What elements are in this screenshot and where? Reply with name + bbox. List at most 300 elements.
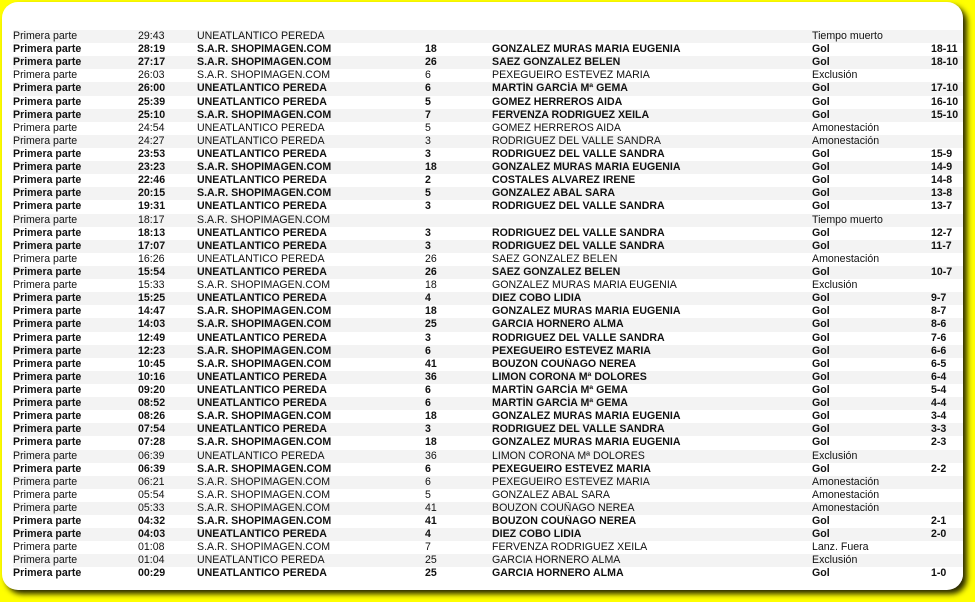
event-row bbox=[13, 397, 963, 410]
time-cell: 01:04 bbox=[138, 554, 165, 567]
jersey-number-cell: 6 bbox=[425, 383, 431, 396]
jersey-number-cell: 3 bbox=[425, 226, 431, 239]
score-cell: 11-7 bbox=[931, 239, 952, 252]
event-type-cell: Gol bbox=[812, 174, 830, 187]
event-type-cell: Amonestación bbox=[812, 488, 880, 501]
team-cell: S.A.R. SHOPIMAGEN.COM bbox=[197, 515, 332, 528]
period-cell: Primera parte bbox=[13, 69, 78, 82]
player-name-cell: LIMON CORONA Mª DOLORES bbox=[492, 449, 645, 462]
jersey-number-cell: 18 bbox=[425, 410, 437, 423]
team-cell: UNEATLANTICO PEREDA bbox=[197, 528, 327, 541]
jersey-number-cell: 36 bbox=[425, 370, 437, 383]
event-row bbox=[13, 122, 963, 135]
player-name-cell: GONZALEZ MURAS MARIA EUGENIA bbox=[492, 43, 681, 56]
event-type-cell: Gol bbox=[812, 370, 830, 383]
jersey-number-cell: 25 bbox=[425, 567, 437, 580]
score-cell: 1-0 bbox=[931, 567, 947, 580]
time-cell: 06:21 bbox=[138, 475, 165, 488]
event-row bbox=[13, 554, 963, 567]
event-row bbox=[13, 292, 963, 305]
period-cell: Primera parte bbox=[13, 410, 82, 423]
player-name-cell: RODRIGUEZ DEL VALLE SANDRA bbox=[492, 147, 665, 160]
event-type-cell: Gol bbox=[812, 305, 830, 318]
jersey-number-cell: 41 bbox=[425, 515, 437, 528]
score-cell: 18-11 bbox=[931, 43, 958, 56]
events-table bbox=[13, 30, 963, 581]
score-cell: 4-4 bbox=[931, 397, 947, 410]
score-cell: 14-9 bbox=[931, 161, 953, 174]
jersey-number-cell: 3 bbox=[425, 239, 431, 252]
period-cell: Primera parte bbox=[13, 95, 82, 108]
player-name-cell: MARTÍN GARCÍA Mª GEMA bbox=[492, 383, 628, 396]
player-name-cell: GONZALEZ MURAS MARIA EUGENIA bbox=[492, 410, 681, 423]
event-row bbox=[13, 567, 963, 580]
period-cell: Primera parte bbox=[13, 226, 82, 239]
player-name-cell: RODRIGUEZ DEL VALLE SANDRA bbox=[492, 423, 665, 436]
score-cell: 2-1 bbox=[931, 515, 947, 528]
period-cell: Primera parte bbox=[13, 30, 78, 42]
team-cell: S.A.R. SHOPIMAGEN.COM bbox=[197, 344, 332, 357]
time-cell: 22:46 bbox=[138, 174, 166, 187]
score-cell: 15-9 bbox=[931, 147, 953, 160]
team-cell: UNEATLANTICO PEREDA bbox=[197, 95, 327, 108]
team-cell: S.A.R. SHOPIMAGEN.COM bbox=[197, 213, 331, 226]
jersey-number-cell: 18 bbox=[425, 436, 437, 449]
event-row bbox=[13, 463, 963, 476]
jersey-number-cell: 41 bbox=[425, 501, 437, 514]
period-cell: Primera parte bbox=[13, 515, 82, 528]
event-row bbox=[13, 187, 963, 200]
period-cell: Primera parte bbox=[13, 265, 82, 278]
jersey-number-cell: 18 bbox=[425, 279, 437, 292]
time-cell: 27:17 bbox=[138, 56, 166, 69]
jersey-number-cell: 5 bbox=[425, 488, 431, 501]
player-name-cell: GARCIA HORNERO ALMA bbox=[492, 554, 621, 567]
period-cell: Primera parte bbox=[13, 43, 82, 56]
player-name-cell: BOUZON COUÑAGO NEREA bbox=[492, 515, 637, 528]
event-type-cell: Amonestación bbox=[812, 475, 880, 488]
period-cell: Primera parte bbox=[13, 239, 82, 252]
event-row bbox=[13, 135, 963, 148]
team-cell: UNEATLANTICO PEREDA bbox=[197, 174, 327, 187]
team-cell: S.A.R. SHOPIMAGEN.COM bbox=[197, 357, 332, 370]
player-name-cell: GONZALEZ MURAS MARIA EUGENIA bbox=[492, 436, 681, 449]
jersey-number-cell: 18 bbox=[425, 161, 437, 174]
jersey-number-cell: 25 bbox=[425, 318, 437, 331]
event-type-cell: Gol bbox=[812, 515, 830, 528]
jersey-number-cell: 7 bbox=[425, 541, 431, 554]
time-cell: 23:53 bbox=[138, 147, 166, 160]
score-cell: 2-2 bbox=[931, 462, 947, 475]
event-type-cell: Gol bbox=[812, 462, 830, 475]
event-row bbox=[13, 371, 963, 384]
score-cell: 3-4 bbox=[931, 410, 947, 423]
time-cell: 24:27 bbox=[138, 134, 165, 147]
event-type-cell: Gol bbox=[812, 56, 830, 69]
time-cell: 09:20 bbox=[138, 383, 166, 396]
time-cell: 18:17 bbox=[138, 213, 165, 226]
score-cell: 9-7 bbox=[931, 292, 947, 305]
event-type-cell: Exclusión bbox=[812, 69, 858, 82]
time-cell: 15:54 bbox=[138, 265, 166, 278]
player-name-cell: PEXEGUEIRO ESTEVEZ MARIA bbox=[492, 69, 650, 82]
time-cell: 01:08 bbox=[138, 541, 165, 554]
period-cell: Primera parte bbox=[13, 423, 82, 436]
jersey-number-cell: 6 bbox=[425, 69, 431, 82]
player-name-cell: SAEZ GONZALEZ BELEN bbox=[492, 265, 621, 278]
match-report-panel bbox=[2, 2, 963, 590]
jersey-number-cell: 41 bbox=[425, 357, 437, 370]
time-cell: 05:54 bbox=[138, 488, 165, 501]
event-type-cell: Gol bbox=[812, 43, 830, 56]
period-cell: Primera parte bbox=[13, 357, 82, 370]
period-cell: Primera parte bbox=[13, 528, 82, 541]
jersey-number-cell: 26 bbox=[425, 265, 437, 278]
period-cell: Primera parte bbox=[13, 108, 82, 121]
event-row bbox=[13, 30, 963, 43]
event-type-cell: Gol bbox=[812, 265, 830, 278]
player-name-cell: MARTÍN GARCÍA Mª GEMA bbox=[492, 82, 628, 95]
event-type-cell: Gol bbox=[812, 357, 830, 370]
jersey-number-cell: 7 bbox=[425, 108, 431, 121]
score-cell: 8-7 bbox=[931, 305, 947, 318]
player-name-cell: COSTALES ALVAREZ IRENE bbox=[492, 174, 636, 187]
time-cell: 10:16 bbox=[138, 370, 166, 383]
time-cell: 23:23 bbox=[138, 161, 166, 174]
score-cell: 14-8 bbox=[931, 174, 953, 187]
team-cell: S.A.R. SHOPIMAGEN.COM bbox=[197, 108, 332, 121]
event-type-cell: Gol bbox=[812, 344, 830, 357]
event-row bbox=[13, 69, 963, 82]
jersey-number-cell: 4 bbox=[425, 528, 431, 541]
player-name-cell: BOUZON COUÑAGO NEREA bbox=[492, 357, 637, 370]
jersey-number-cell: 3 bbox=[425, 147, 431, 160]
team-cell: S.A.R. SHOPIMAGEN.COM bbox=[197, 279, 331, 292]
event-row bbox=[13, 56, 963, 69]
score-cell: 3-3 bbox=[931, 423, 947, 436]
period-cell: Primera parte bbox=[13, 383, 82, 396]
event-row bbox=[13, 240, 963, 253]
time-cell: 20:15 bbox=[138, 187, 166, 200]
period-cell: Primera parte bbox=[13, 200, 82, 213]
player-name-cell: RODRIGUEZ DEL VALLE SANDRA bbox=[492, 200, 665, 213]
jersey-number-cell: 5 bbox=[425, 121, 431, 134]
player-name-cell: GOMEZ HERREROS AIDA bbox=[492, 121, 621, 134]
team-cell: S.A.R. SHOPIMAGEN.COM bbox=[197, 187, 332, 200]
event-type-cell: Gol bbox=[812, 292, 830, 305]
score-cell: 7-6 bbox=[931, 331, 947, 344]
period-cell: Primera parte bbox=[13, 331, 82, 344]
jersey-number-cell: 6 bbox=[425, 344, 431, 357]
time-cell: 26:00 bbox=[138, 82, 166, 95]
time-cell: 28:19 bbox=[138, 43, 166, 56]
time-cell: 06:39 bbox=[138, 462, 166, 475]
team-cell: UNEATLANTICO PEREDA bbox=[197, 121, 325, 134]
team-cell: UNEATLANTICO PEREDA bbox=[197, 200, 327, 213]
team-cell: UNEATLANTICO PEREDA bbox=[197, 134, 325, 147]
time-cell: 00:29 bbox=[138, 567, 166, 580]
team-cell: UNEATLANTICO PEREDA bbox=[197, 449, 325, 462]
event-row bbox=[13, 332, 963, 345]
period-cell: Primera parte bbox=[13, 56, 82, 69]
player-name-cell: GONZALEZ MURAS MARIA EUGENIA bbox=[492, 305, 681, 318]
event-row bbox=[13, 345, 963, 358]
jersey-number-cell: 3 bbox=[425, 331, 431, 344]
time-cell: 10:45 bbox=[138, 357, 166, 370]
score-cell: 15-10 bbox=[931, 108, 959, 121]
time-cell: 04:03 bbox=[138, 528, 166, 541]
event-row bbox=[13, 476, 963, 489]
period-cell: Primera parte bbox=[13, 318, 82, 331]
time-cell: 14:03 bbox=[138, 318, 166, 331]
team-cell: UNEATLANTICO PEREDA bbox=[197, 292, 327, 305]
event-type-cell: Tiempo muerto bbox=[812, 30, 883, 42]
period-cell: Primera parte bbox=[13, 292, 82, 305]
event-type-cell: Lanz. Fuera bbox=[812, 541, 869, 554]
jersey-number-cell: 6 bbox=[425, 82, 431, 95]
player-name-cell: FERVENZA RODRIGUEZ XEILA bbox=[492, 541, 648, 554]
time-cell: 05:33 bbox=[138, 501, 165, 514]
jersey-number-cell: 2 bbox=[425, 174, 431, 187]
period-cell: Primera parte bbox=[13, 174, 82, 187]
period-cell: Primera parte bbox=[13, 370, 82, 383]
event-type-cell: Gol bbox=[812, 383, 830, 396]
event-type-cell: Gol bbox=[812, 397, 830, 410]
period-cell: Primera parte bbox=[13, 147, 82, 160]
event-type-cell: Gol bbox=[812, 567, 830, 580]
event-row bbox=[13, 528, 963, 541]
team-cell: S.A.R. SHOPIMAGEN.COM bbox=[197, 161, 332, 174]
period-cell: Primera parte bbox=[13, 501, 78, 514]
time-cell: 06:39 bbox=[138, 449, 165, 462]
event-row bbox=[13, 279, 963, 292]
team-cell: UNEATLANTICO PEREDA bbox=[197, 383, 327, 396]
event-row bbox=[13, 305, 963, 318]
jersey-number-cell: 3 bbox=[425, 134, 431, 147]
jersey-number-cell: 6 bbox=[425, 475, 431, 488]
player-name-cell: SAEZ GONZALEZ BELEN bbox=[492, 252, 618, 265]
score-cell: 6-5 bbox=[931, 357, 947, 370]
jersey-number-cell: 3 bbox=[425, 423, 431, 436]
team-cell: S.A.R. SHOPIMAGEN.COM bbox=[197, 488, 331, 501]
period-cell: Primera parte bbox=[13, 187, 82, 200]
player-name-cell: GONZALEZ ABAL SARA bbox=[492, 187, 616, 200]
team-cell: S.A.R. SHOPIMAGEN.COM bbox=[197, 56, 332, 69]
period-cell: Primera parte bbox=[13, 121, 78, 134]
player-name-cell: GONZALEZ MURAS MARIA EUGENIA bbox=[492, 279, 677, 292]
score-cell: 6-4 bbox=[931, 370, 947, 383]
jersey-number-cell: 4 bbox=[425, 292, 431, 305]
event-type-cell: Gol bbox=[812, 200, 830, 213]
score-cell: 18-10 bbox=[931, 56, 959, 69]
event-type-cell: Exclusión bbox=[812, 554, 858, 567]
event-row bbox=[13, 423, 963, 436]
event-type-cell: Gol bbox=[812, 331, 830, 344]
score-cell: 2-0 bbox=[931, 528, 947, 541]
event-type-cell: Exclusión bbox=[812, 279, 858, 292]
event-type-cell: Gol bbox=[812, 436, 830, 449]
period-cell: Primera parte bbox=[13, 134, 78, 147]
score-cell: 12-7 bbox=[931, 226, 953, 239]
event-row bbox=[13, 384, 963, 397]
event-row bbox=[13, 200, 963, 213]
event-row bbox=[13, 227, 963, 240]
team-cell: UNEATLANTICO PEREDA bbox=[197, 567, 327, 580]
event-row bbox=[13, 161, 963, 174]
period-cell: Primera parte bbox=[13, 213, 78, 226]
event-row bbox=[13, 96, 963, 109]
team-cell: UNEATLANTICO PEREDA bbox=[197, 423, 327, 436]
time-cell: 14:47 bbox=[138, 305, 166, 318]
event-type-cell: Amonestación bbox=[812, 134, 880, 147]
event-row bbox=[13, 109, 963, 122]
jersey-number-cell: 18 bbox=[425, 43, 437, 56]
player-name-cell: RODRIGUEZ DEL VALLE SANDRA bbox=[492, 134, 661, 147]
time-cell: 29:43 bbox=[138, 30, 165, 42]
event-type-cell: Exclusión bbox=[812, 449, 858, 462]
event-row bbox=[13, 318, 963, 331]
event-type-cell: Tiempo muerto bbox=[812, 213, 883, 226]
jersey-number-cell: 6 bbox=[425, 397, 431, 410]
time-cell: 25:10 bbox=[138, 108, 166, 121]
event-type-cell: Gol bbox=[812, 423, 830, 436]
time-cell: 17:07 bbox=[138, 239, 166, 252]
time-cell: 08:52 bbox=[138, 397, 166, 410]
event-type-cell: Gol bbox=[812, 147, 830, 160]
player-name-cell: RODRIGUEZ DEL VALLE SANDRA bbox=[492, 331, 665, 344]
event-row bbox=[13, 436, 963, 449]
jersey-number-cell: 18 bbox=[425, 305, 437, 318]
period-cell: Primera parte bbox=[13, 449, 78, 462]
team-cell: UNEATLANTICO PEREDA bbox=[197, 30, 325, 42]
event-row bbox=[13, 410, 963, 423]
player-name-cell: RODRIGUEZ DEL VALLE SANDRA bbox=[492, 226, 665, 239]
score-cell: 13-7 bbox=[931, 200, 953, 213]
team-cell: S.A.R. SHOPIMAGEN.COM bbox=[197, 69, 331, 82]
time-cell: 26:03 bbox=[138, 69, 165, 82]
score-cell: 16-10 bbox=[931, 95, 959, 108]
period-cell: Primera parte bbox=[13, 488, 78, 501]
time-cell: 16:26 bbox=[138, 252, 165, 265]
team-cell: UNEATLANTICO PEREDA bbox=[197, 265, 327, 278]
event-row bbox=[13, 450, 963, 463]
period-cell: Primera parte bbox=[13, 541, 78, 554]
event-type-cell: Gol bbox=[812, 187, 830, 200]
period-cell: Primera parte bbox=[13, 305, 82, 318]
time-cell: 24:54 bbox=[138, 121, 165, 134]
time-cell: 25:39 bbox=[138, 95, 166, 108]
team-cell: UNEATLANTICO PEREDA bbox=[197, 252, 325, 265]
event-type-cell: Amonestación bbox=[812, 252, 880, 265]
jersey-number-cell: 25 bbox=[425, 554, 437, 567]
time-cell: 15:33 bbox=[138, 279, 165, 292]
time-cell: 15:25 bbox=[138, 292, 166, 305]
event-row bbox=[13, 82, 963, 95]
period-cell: Primera parte bbox=[13, 436, 82, 449]
player-name-cell: GOMEZ HERREROS AIDA bbox=[492, 95, 623, 108]
team-cell: UNEATLANTICO PEREDA bbox=[197, 554, 325, 567]
event-type-cell: Gol bbox=[812, 82, 830, 95]
event-row bbox=[13, 148, 963, 161]
time-cell: 08:26 bbox=[138, 410, 166, 423]
jersey-number-cell: 5 bbox=[425, 187, 431, 200]
event-row bbox=[13, 253, 963, 266]
jersey-number-cell: 36 bbox=[425, 449, 437, 462]
team-cell: UNEATLANTICO PEREDA bbox=[197, 331, 327, 344]
event-type-cell: Gol bbox=[812, 226, 830, 239]
event-row bbox=[13, 358, 963, 371]
event-type-cell: Amonestación bbox=[812, 501, 880, 514]
period-cell: Primera parte bbox=[13, 475, 78, 488]
player-name-cell: DIEZ COBO LIDIA bbox=[492, 292, 582, 305]
team-cell: UNEATLANTICO PEREDA bbox=[197, 370, 327, 383]
player-name-cell: PEXEGUEIRO ESTEVEZ MARIA bbox=[492, 344, 651, 357]
jersey-number-cell: 6 bbox=[425, 462, 431, 475]
event-row bbox=[13, 266, 963, 279]
player-name-cell: GONZALEZ MURAS MARIA EUGENIA bbox=[492, 161, 681, 174]
event-row bbox=[13, 541, 963, 554]
player-name-cell: GARCIA HORNERO ALMA bbox=[492, 318, 624, 331]
player-name-cell: MARTÍN GARCÍA Mª GEMA bbox=[492, 397, 628, 410]
jersey-number-cell: 5 bbox=[425, 95, 431, 108]
period-cell: Primera parte bbox=[13, 397, 82, 410]
player-name-cell: DIEZ COBO LIDIA bbox=[492, 528, 582, 541]
event-row bbox=[13, 214, 963, 227]
event-type-cell: Amonestación bbox=[812, 121, 880, 134]
player-name-cell: FERVENZA RODRIGUEZ XEILA bbox=[492, 108, 650, 121]
event-row bbox=[13, 515, 963, 528]
score-cell: 10-7 bbox=[931, 265, 953, 278]
event-type-cell: Gol bbox=[812, 410, 830, 423]
time-cell: 19:31 bbox=[138, 200, 166, 213]
period-cell: Primera parte bbox=[13, 252, 78, 265]
player-name-cell: GONZALEZ ABAL SARA bbox=[492, 488, 610, 501]
score-cell: 8-6 bbox=[931, 318, 947, 331]
time-cell: 12:49 bbox=[138, 331, 166, 344]
event-row bbox=[13, 43, 963, 56]
team-cell: S.A.R. SHOPIMAGEN.COM bbox=[197, 475, 331, 488]
player-name-cell: SAEZ GONZALEZ BELEN bbox=[492, 56, 621, 69]
team-cell: UNEATLANTICO PEREDA bbox=[197, 147, 327, 160]
event-row bbox=[13, 502, 963, 515]
team-cell: S.A.R. SHOPIMAGEN.COM bbox=[197, 436, 332, 449]
player-name-cell: LIMON CORONA Mª DOLORES bbox=[492, 370, 647, 383]
team-cell: S.A.R. SHOPIMAGEN.COM bbox=[197, 410, 332, 423]
player-name-cell: BOUZON COUÑAGO NEREA bbox=[492, 501, 635, 514]
score-cell: 17-10 bbox=[931, 82, 959, 95]
team-cell: UNEATLANTICO PEREDA bbox=[197, 239, 327, 252]
period-cell: Primera parte bbox=[13, 82, 82, 95]
score-cell: 6-6 bbox=[931, 344, 947, 357]
event-type-cell: Gol bbox=[812, 239, 830, 252]
team-cell: S.A.R. SHOPIMAGEN.COM bbox=[197, 305, 332, 318]
team-cell: S.A.R. SHOPIMAGEN.COM bbox=[197, 462, 332, 475]
score-cell: 5-4 bbox=[931, 383, 947, 396]
time-cell: 07:28 bbox=[138, 436, 166, 449]
score-cell: 2-3 bbox=[931, 436, 947, 449]
jersey-number-cell: 26 bbox=[425, 56, 437, 69]
period-cell: Primera parte bbox=[13, 462, 82, 475]
team-cell: UNEATLANTICO PEREDA bbox=[197, 397, 327, 410]
event-type-cell: Gol bbox=[812, 318, 830, 331]
event-type-cell: Gol bbox=[812, 161, 830, 174]
time-cell: 12:23 bbox=[138, 344, 166, 357]
time-cell: 04:32 bbox=[138, 515, 166, 528]
period-cell: Primera parte bbox=[13, 161, 82, 174]
event-row bbox=[13, 174, 963, 187]
time-cell: 07:54 bbox=[138, 423, 166, 436]
player-name-cell: PEXEGUEIRO ESTEVEZ MARIA bbox=[492, 462, 651, 475]
